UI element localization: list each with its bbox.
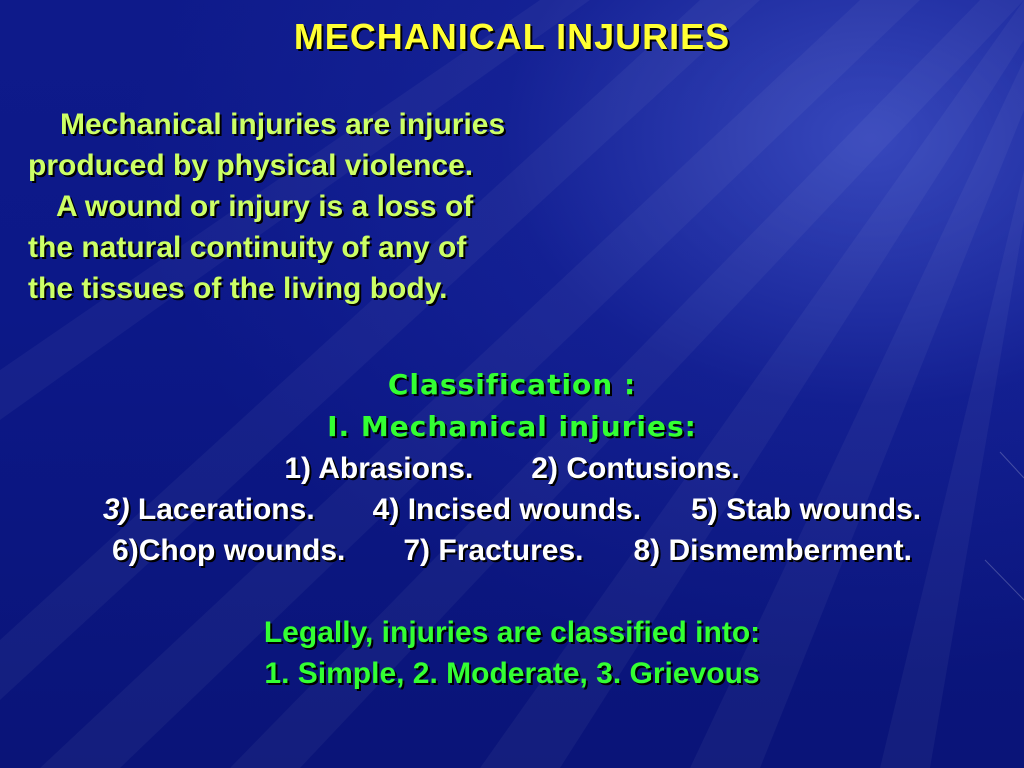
injury-item-number: 3): [102, 493, 130, 526]
intro-line: A wound or injury is a loss of: [56, 190, 474, 223]
injury-item-number: 2): [531, 452, 558, 485]
injury-item-number: 6): [112, 534, 139, 567]
injury-list-row: [0, 530, 1024, 571]
injury-item-label: Abrasions.: [318, 452, 474, 485]
injury-item-label: Lacerations.: [137, 493, 315, 526]
injury-item: [633, 530, 911, 571]
intro-line: the natural continuity of any of: [28, 231, 467, 264]
injury-item: [691, 489, 921, 530]
injury-item-number: 5): [691, 493, 718, 526]
intro-line: the tissues of the living body.: [28, 272, 448, 305]
slide-title: MECHANICAL INJURIES: [293, 16, 731, 57]
injury-item: [284, 448, 473, 489]
injury-item: [103, 489, 315, 530]
injury-item-label: Contusions.: [566, 452, 740, 485]
injury-item-label: Dismemberment.: [668, 534, 912, 567]
injury-item: [531, 448, 739, 489]
injury-item-label: Chop wounds.: [138, 534, 346, 567]
classification-section: [0, 364, 1024, 571]
injury-item-number: 1): [284, 452, 312, 485]
legal-line: Legally, injuries are classified into:: [263, 616, 761, 649]
injury-item-label: Fractures.: [438, 534, 584, 567]
injury-item: [112, 530, 345, 571]
injury-item-number: 8): [633, 534, 661, 567]
classification-subheading: I. Mechanical injuries:: [327, 410, 697, 443]
intro-paragraph: [28, 104, 588, 309]
injury-item: [373, 489, 641, 530]
injury-item-number: 4): [372, 493, 400, 526]
injury-item-label: Stab wounds.: [726, 493, 922, 526]
injury-item-label: Incised wounds.: [407, 493, 642, 526]
legal-line: 1. Simple, 2. Moderate, 3. Grievous: [264, 657, 760, 690]
injury-item-number: 7): [403, 534, 431, 567]
classification-heading: Classification :: [387, 368, 637, 401]
intro-line: Mechanical injuries are injuries: [60, 108, 506, 141]
injury-item: [403, 530, 583, 571]
injury-list-row: [0, 448, 1024, 489]
intro-line: produced by physical violence.: [28, 149, 474, 182]
legal-classification: [0, 612, 1024, 694]
injury-list-row: [0, 489, 1024, 530]
